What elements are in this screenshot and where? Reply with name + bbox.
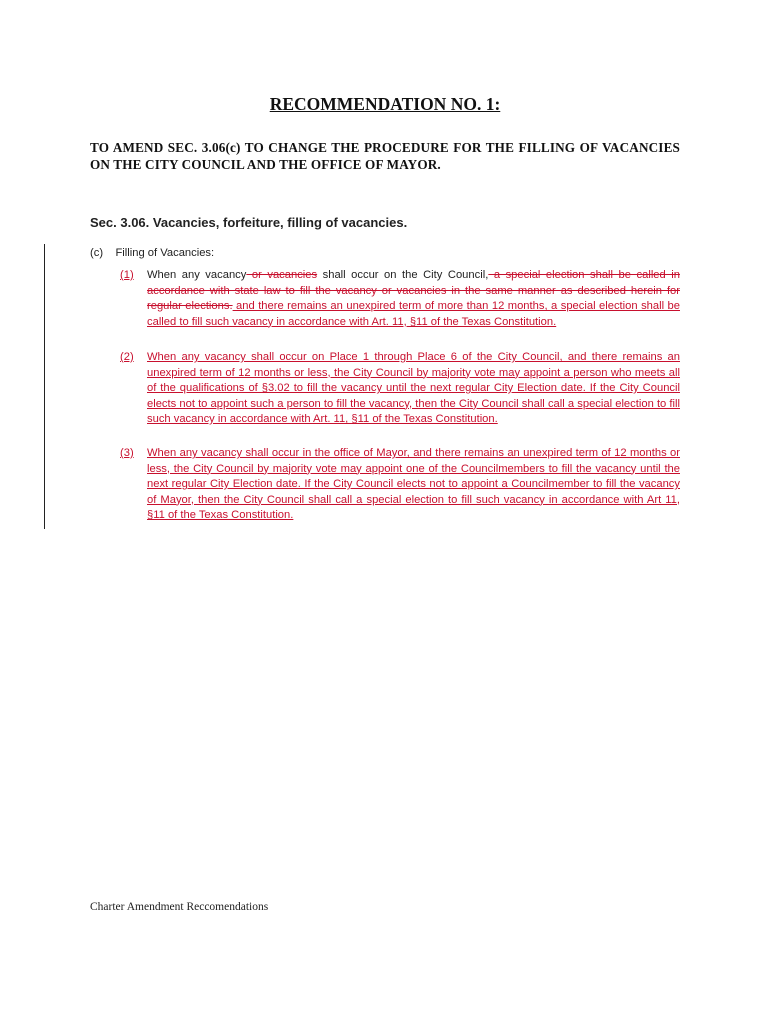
item-text-original: shall occur on the City Council,: [317, 269, 489, 281]
item-text-inserted: When any vacancy shall occur in the office of Mayor, and there remains an unexpired term of 12 months or less, the City Council by majority vote may appoint one of the Councilmembers to fill the vacancy until the next regular City Election date. If the City Council elects not to appoint a Councilmember to fill the vacancy of Mayor, then the City Council shall call a special election to fill such vacancy in accordance with Art 11, §11 of the Texas Constitution.: [147, 447, 680, 521]
item-number: (2): [120, 351, 134, 363]
revision-change-bar: [44, 244, 45, 529]
list-item: [120, 350, 680, 428]
subsection-label: (c) Filling of Vacancies:: [90, 247, 215, 259]
item-text-deleted: or vacancies: [246, 269, 318, 281]
item-text-original: When any vacancy: [147, 269, 247, 281]
item-number: (1): [120, 269, 134, 281]
item-body: [147, 446, 680, 524]
section-heading: Sec. 3.06. Vacancies, forfeiture, filling of vacancies.: [90, 215, 408, 230]
item-text-deleted: a special election shall be called in accordance with state law to fill the vacancy or vacancies in the same manner as described herein for regular elections.: [147, 269, 680, 312]
page-title: RECOMMENDATION NO. 1:: [269, 94, 501, 114]
item-text-inserted: and there remains an unexpired term of more than 12 months, a special election shall be called to fill such vacancy in accordance with Art. 11, §11 of the Texas Constitution.: [147, 300, 680, 328]
item-number: (3): [120, 447, 134, 459]
recommendation-subtitle: TO AMEND SEC. 3.06(c) TO CHANGE THE PROCEDURE FOR THE FILLING OF VACANCIES ON THE CITY COUNCIL AND THE OFFICE OF MAYOR.: [90, 140, 680, 172]
item-body: [147, 268, 680, 330]
item-text-inserted: When any vacancy shall occur on Place 1 through Place 6 of the City Council, and there remains an unexpired term of 12 months or less, the City Council by majority vote may appoint a person who meets all of the qualifications of §3.02 to fill the vacancy until the next regular City Election date. If the City Council elects not to appoint such a person to fill the vacancy, then the City Council shall call a special election to fill such vacancy in accordance with Art. 11, §11 of the Texas Constitution.: [147, 351, 680, 425]
list-item: [120, 446, 680, 524]
item-body: [147, 350, 680, 428]
page-footer: Charter Amendment Reccomendations: [90, 901, 269, 913]
list-item: [120, 268, 680, 330]
